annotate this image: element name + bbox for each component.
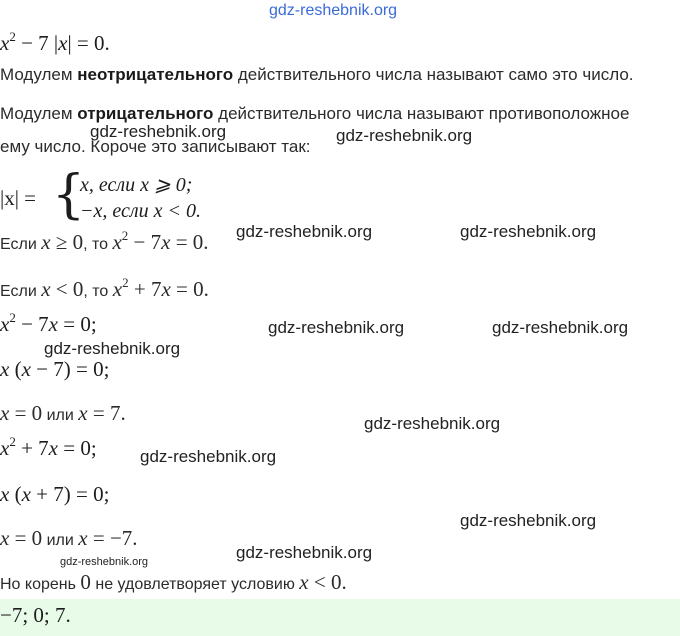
def1-prefix: Модулем <box>0 65 78 84</box>
watermark: gdz-reshebnik.org <box>460 511 597 530</box>
remark-middle: не удовлетворяет условию <box>95 576 295 593</box>
def2-prefix: Модулем <box>0 104 78 123</box>
remark <box>0 569 347 598</box>
if1-condition: x ≥ 0 <box>41 230 84 254</box>
definition-negative-line2: ему число. Короче это записывают так: <box>0 137 311 156</box>
step-1: $x^2 - 7x = 0$; <box>0 310 97 336</box>
condition-line-2 <box>0 276 209 305</box>
root-c: x = 0 <box>0 526 43 550</box>
def2-suffix: действительного числа называют противоположное <box>213 104 630 123</box>
root-a: x = 0 <box>0 401 43 425</box>
answer-text: −7; 0; 7. <box>0 603 71 627</box>
watermark: gdz-reshebnik.org <box>236 222 373 241</box>
if2-equation: $x^2 + 7x = 0$. <box>112 275 209 301</box>
absolute-value-cases <box>0 165 300 226</box>
def1-suffix: действительного числа называют само это число. <box>233 65 634 84</box>
step-2: x (x − 7) = 0; <box>0 357 110 381</box>
step-3 <box>0 400 126 429</box>
step-5: x (x + 7) = 0; <box>0 482 110 506</box>
definition-nonnegative <box>0 62 634 88</box>
watermark: gdz-reshebnik.org <box>268 318 405 337</box>
remark-condition: x < 0. <box>299 570 347 594</box>
remark-number: 0 <box>80 570 91 594</box>
or-word: или <box>42 532 79 549</box>
root-b: x = 7. <box>78 401 126 425</box>
case-negative: −x, если x < 0. <box>80 200 201 222</box>
watermark: gdz-reshebnik.org <box>492 318 629 337</box>
if2-then: , то <box>83 283 109 300</box>
watermark-top: gdz-reshebnik.org <box>269 2 398 19</box>
condition-line-1 <box>0 229 209 258</box>
watermark: gdz-reshebnik.org <box>364 414 501 433</box>
watermark: gdz-reshebnik.org <box>336 126 473 145</box>
watermark: gdz-reshebnik.org <box>90 122 227 141</box>
if2-condition: x < 0 <box>41 277 84 301</box>
equation: $x^2 - 7$ |x| = 0. <box>0 29 110 55</box>
def1-bold: неотрицательного <box>77 65 234 84</box>
if1-equation: $x^2 - 7x = 0$. <box>112 228 209 254</box>
root-d: x = −7. <box>78 526 138 550</box>
or-word: или <box>42 407 79 424</box>
def2-bold: отрицательного <box>77 104 214 123</box>
step-6 <box>0 525 138 554</box>
watermark-small: gdz-reshebnik.org <box>60 556 149 568</box>
answer-box <box>0 599 680 636</box>
case-nonnegative: x, если x ⩾ 0; <box>80 174 193 196</box>
cases-lhs: |x| = <box>0 186 37 210</box>
if1-word: Если <box>0 236 37 253</box>
watermark: gdz-reshebnik.org <box>44 339 181 358</box>
watermark: gdz-reshebnik.org <box>460 222 597 241</box>
if2-word: Если <box>0 283 37 300</box>
watermark: gdz-reshebnik.org <box>140 447 277 466</box>
watermark: gdz-reshebnik.org <box>236 543 373 562</box>
curly-brace: { <box>52 165 86 225</box>
if1-then: , то <box>83 236 109 253</box>
step-4: $x^2 + 7x = 0$; <box>0 434 97 460</box>
remark-prefix: Но корень <box>0 576 76 593</box>
